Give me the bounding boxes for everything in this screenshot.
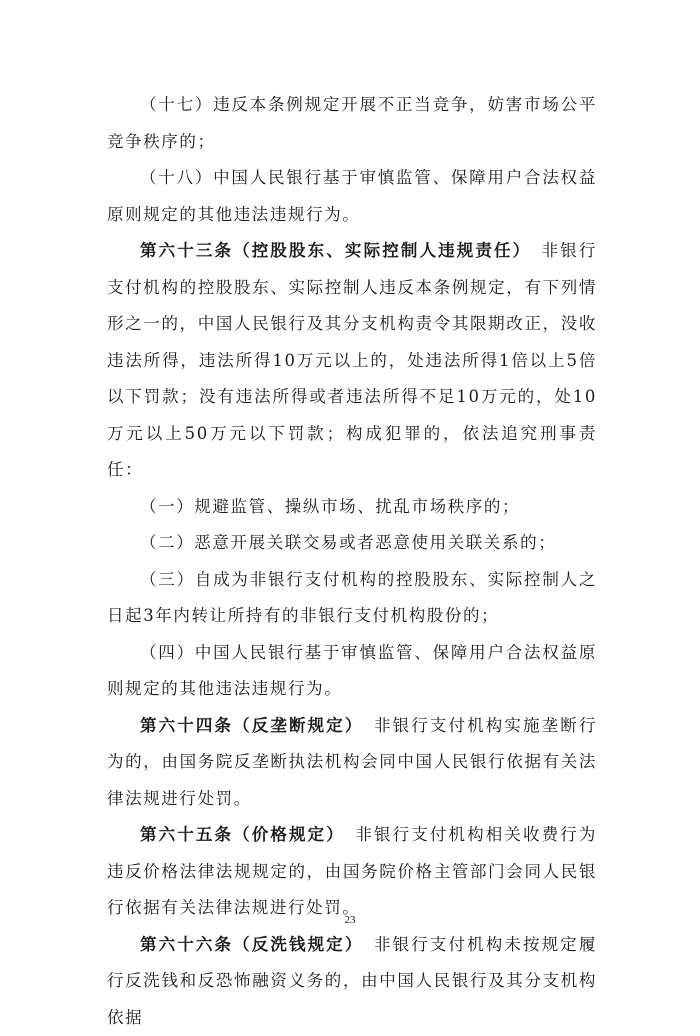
paragraph	[107, 160, 597, 233]
paragraph-text: 非银行支付机构实施垄断行为的，由国务院反垄断执法机构会同中国人民银行依据有关法律法规进行处罚。	[107, 716, 597, 808]
paragraph	[107, 525, 597, 562]
paragraph	[107, 562, 597, 635]
paragraph-text: 非银行支付机构相关收费行为违反价格法律法规规定的，由国务院价格主管部门会同人民银行依据有关法律法规进行处罚。	[107, 825, 597, 917]
article-heading: 第六十五条（价格规定）	[140, 825, 337, 844]
paragraph-text: （三）自成为非银行支付机构的控股股东、实际控制人之日起3年内转让所持有的非银行支付机构股份的；	[107, 570, 597, 626]
paragraph	[107, 233, 597, 489]
paragraph-text: （四）中国人民银行基于审慎监管、保障用户合法权益原则规定的其他违法违规行为。	[107, 643, 597, 699]
article-heading: 第六十三条（控股股东、实际控制人违规责任）	[140, 241, 523, 260]
paragraph-text: （十八）中国人民银行基于审慎监管、保障用户合法权益原则规定的其他违法违规行为。	[107, 168, 597, 224]
paragraph	[107, 927, 597, 1036]
paragraph-text: （十七）违反本条例规定开展不正当竞争，妨害市场公平竞争秩序的；	[107, 95, 597, 151]
paragraph	[107, 708, 597, 818]
paragraph-text: 非银行支付机构未按规定履行反洗钱和反恐怖融资义务的，由中国人民银行及其分支机构依据	[107, 935, 597, 1027]
paragraph-text: （一）规避监管、操纵市场、扰乱市场秩序的；	[140, 497, 520, 516]
page-number: 23	[0, 914, 700, 926]
paragraph	[107, 87, 597, 160]
paragraph	[107, 817, 597, 927]
paragraph	[107, 489, 597, 526]
paragraph-text: 非银行支付机构的控股股东、实际控制人违反本条例规定，有下列情形之一的，中国人民银行及其分支机构责令其限期改正，没收违法所得，违法所得10万元以上的，处违法所得1倍以上5倍以下罚款；没有违法所得或者违法所得不足10万元的，处10万元以上50万元以下罚款；构成犯罪的，依法追究刑事责任：	[107, 241, 597, 479]
paragraph-text: （二）恶意开展关联交易或者恶意使用关联关系的；	[140, 533, 556, 552]
article-heading: 第六十六条（反洗钱规定）	[140, 935, 355, 954]
document-body	[107, 87, 597, 1036]
paragraph	[107, 635, 597, 708]
article-heading: 第六十四条（反垄断规定）	[140, 716, 355, 735]
